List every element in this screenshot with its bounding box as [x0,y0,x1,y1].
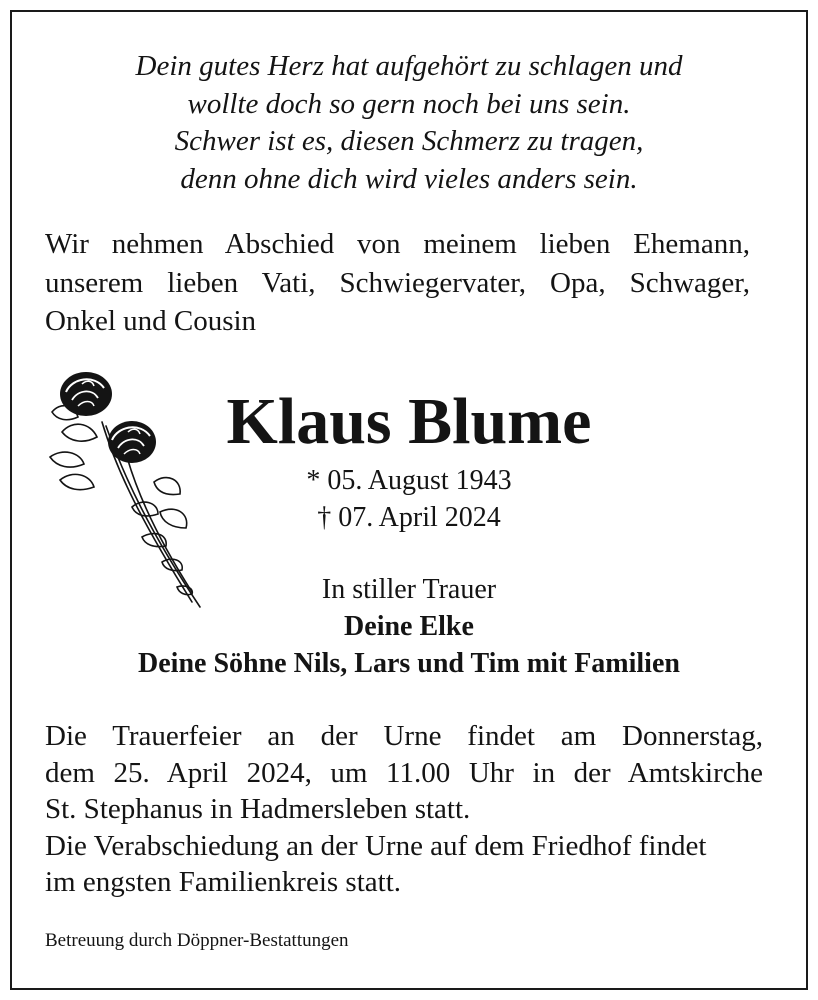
intro-paragraph [45,225,750,341]
funeral-home-credit: Betreuung durch Döppner-Bestattungen [45,930,349,951]
intro-line: unserem lieben Vati, Schwiegervater, Opa, Schwager, [45,266,750,299]
death-date: † 07. April 2024 [317,502,501,533]
poem-line: denn ohne dich wird vieles anders sein. [180,162,638,195]
intro-line: Wir nehmen Abschied von meinem lieben Ehemann, [45,228,750,260]
intro-line: Onkel und Cousin [45,305,257,337]
life-dates [0,462,818,536]
poem-line: Schwer ist es, diesen Schmerz zu tragen, [174,125,644,157]
service-line: St. Stephanus in Hadmersleben statt. [45,793,471,825]
mourner-children: Deine Söhne Nils, Lars und Tim mit Familien [138,648,680,679]
deceased-name-text: Klaus Blume [226,385,592,458]
mourner-spouse: Deine Elke [344,611,474,642]
poem-line: Dein gutes Herz hat aufgehört zu schlagen und [135,50,683,82]
mourning-phrase: In stiller Trauer [321,574,497,605]
poem [0,48,818,198]
service-line: Die Verabschiedung an der Urne auf dem Friedhof findet [45,829,707,862]
service-line: im engsten Familienkreis statt. [45,866,402,898]
poem-line: wollte doch so gern noch bei uns sein. [187,87,631,120]
service-line: Die Trauerfeier an der Urne findet am Donnerstag, [45,720,763,752]
mourners-block [0,571,818,682]
service-paragraph [45,718,763,901]
service-line: dem 25. April 2024, um 11.00 Uhr in der Amtskirche [45,756,763,789]
deceased-name [0,386,818,458]
birth-date: * 05. August 1943 [306,465,512,496]
